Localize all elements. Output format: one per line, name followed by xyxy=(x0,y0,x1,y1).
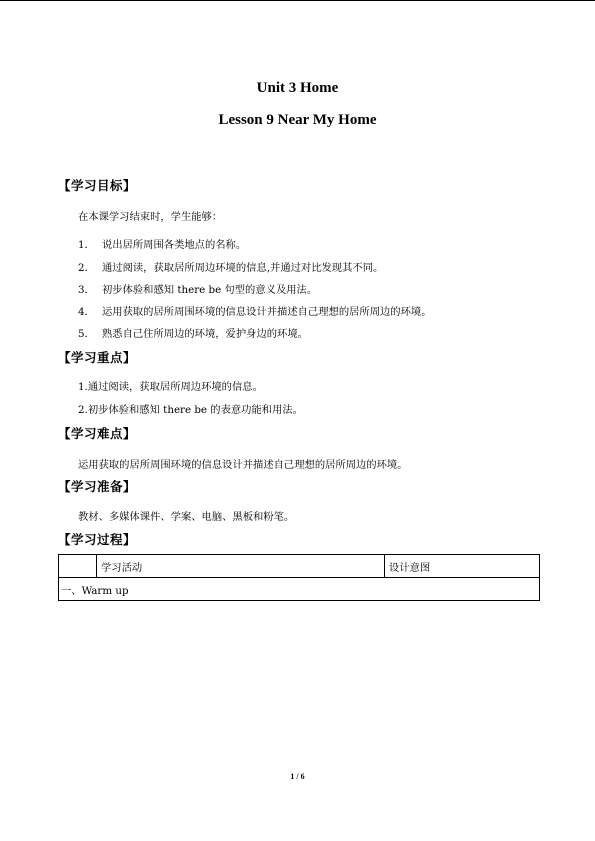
objective-number: 2． xyxy=(78,262,95,274)
unit-title: Unit 3 Home xyxy=(256,80,339,96)
objectives-heading: 【学习目标】 xyxy=(58,178,137,193)
page-top-border xyxy=(0,0,595,1)
table-header-cell: 学习活动 xyxy=(97,555,385,578)
key-point-item: 1.通过阅读，获取居所周边环境的信息。 xyxy=(78,381,263,393)
table-header-row xyxy=(59,555,540,578)
table-header-cell xyxy=(59,555,97,578)
lesson-title: Lesson 9 Near My Home xyxy=(218,112,377,128)
objective-item xyxy=(78,325,308,340)
table-row xyxy=(59,578,540,601)
key-point-item: 2.初步体验和感知 there be 的表意功能和用法。 xyxy=(78,404,303,416)
objective-item xyxy=(78,259,383,274)
difficulties-heading: 【学习难点】 xyxy=(58,426,137,441)
process-heading: 【学习过程】 xyxy=(58,532,137,547)
objective-number: 3． xyxy=(78,284,95,296)
table-cell: 一、Warm up xyxy=(59,578,540,601)
learning-process-table xyxy=(58,554,540,601)
difficulties-text: 运用获取的居所周围环境的信息设计并描述自己理想的居所周边的环境。 xyxy=(78,459,408,471)
objective-text: 运用获取的居所周围环境的信息设计并描述自己理想的居所周边的环境。 xyxy=(102,306,432,318)
objective-number: 1． xyxy=(78,239,95,251)
objective-item xyxy=(78,236,246,251)
objective-item xyxy=(78,281,317,296)
preparation-text: 教材、多媒体课件、学案、电脑、黑板和粉笔。 xyxy=(78,511,295,523)
objective-number: 4． xyxy=(78,306,95,318)
preparation-heading: 【学习准备】 xyxy=(58,479,137,494)
objective-text: 通过阅读，获取居所周边环境的信息,并通过对比发现其不同。 xyxy=(102,262,384,274)
objective-text: 熟悉自己住所周边的环境，爱护身边的环境。 xyxy=(102,328,308,340)
objective-item xyxy=(78,303,432,318)
objective-text: 初步体验和感知 there be 句型的意义及用法。 xyxy=(102,284,318,296)
page-number: 1 / 6 xyxy=(290,772,305,781)
key-points-heading: 【学习重点】 xyxy=(58,350,137,365)
objective-text: 说出居所周围各类地点的名称。 xyxy=(102,239,247,251)
objectives-intro: 在本课学习结束时，学生能够： xyxy=(78,211,223,223)
objective-number: 5． xyxy=(78,328,95,340)
table-header-cell: 设计意图 xyxy=(385,555,540,578)
